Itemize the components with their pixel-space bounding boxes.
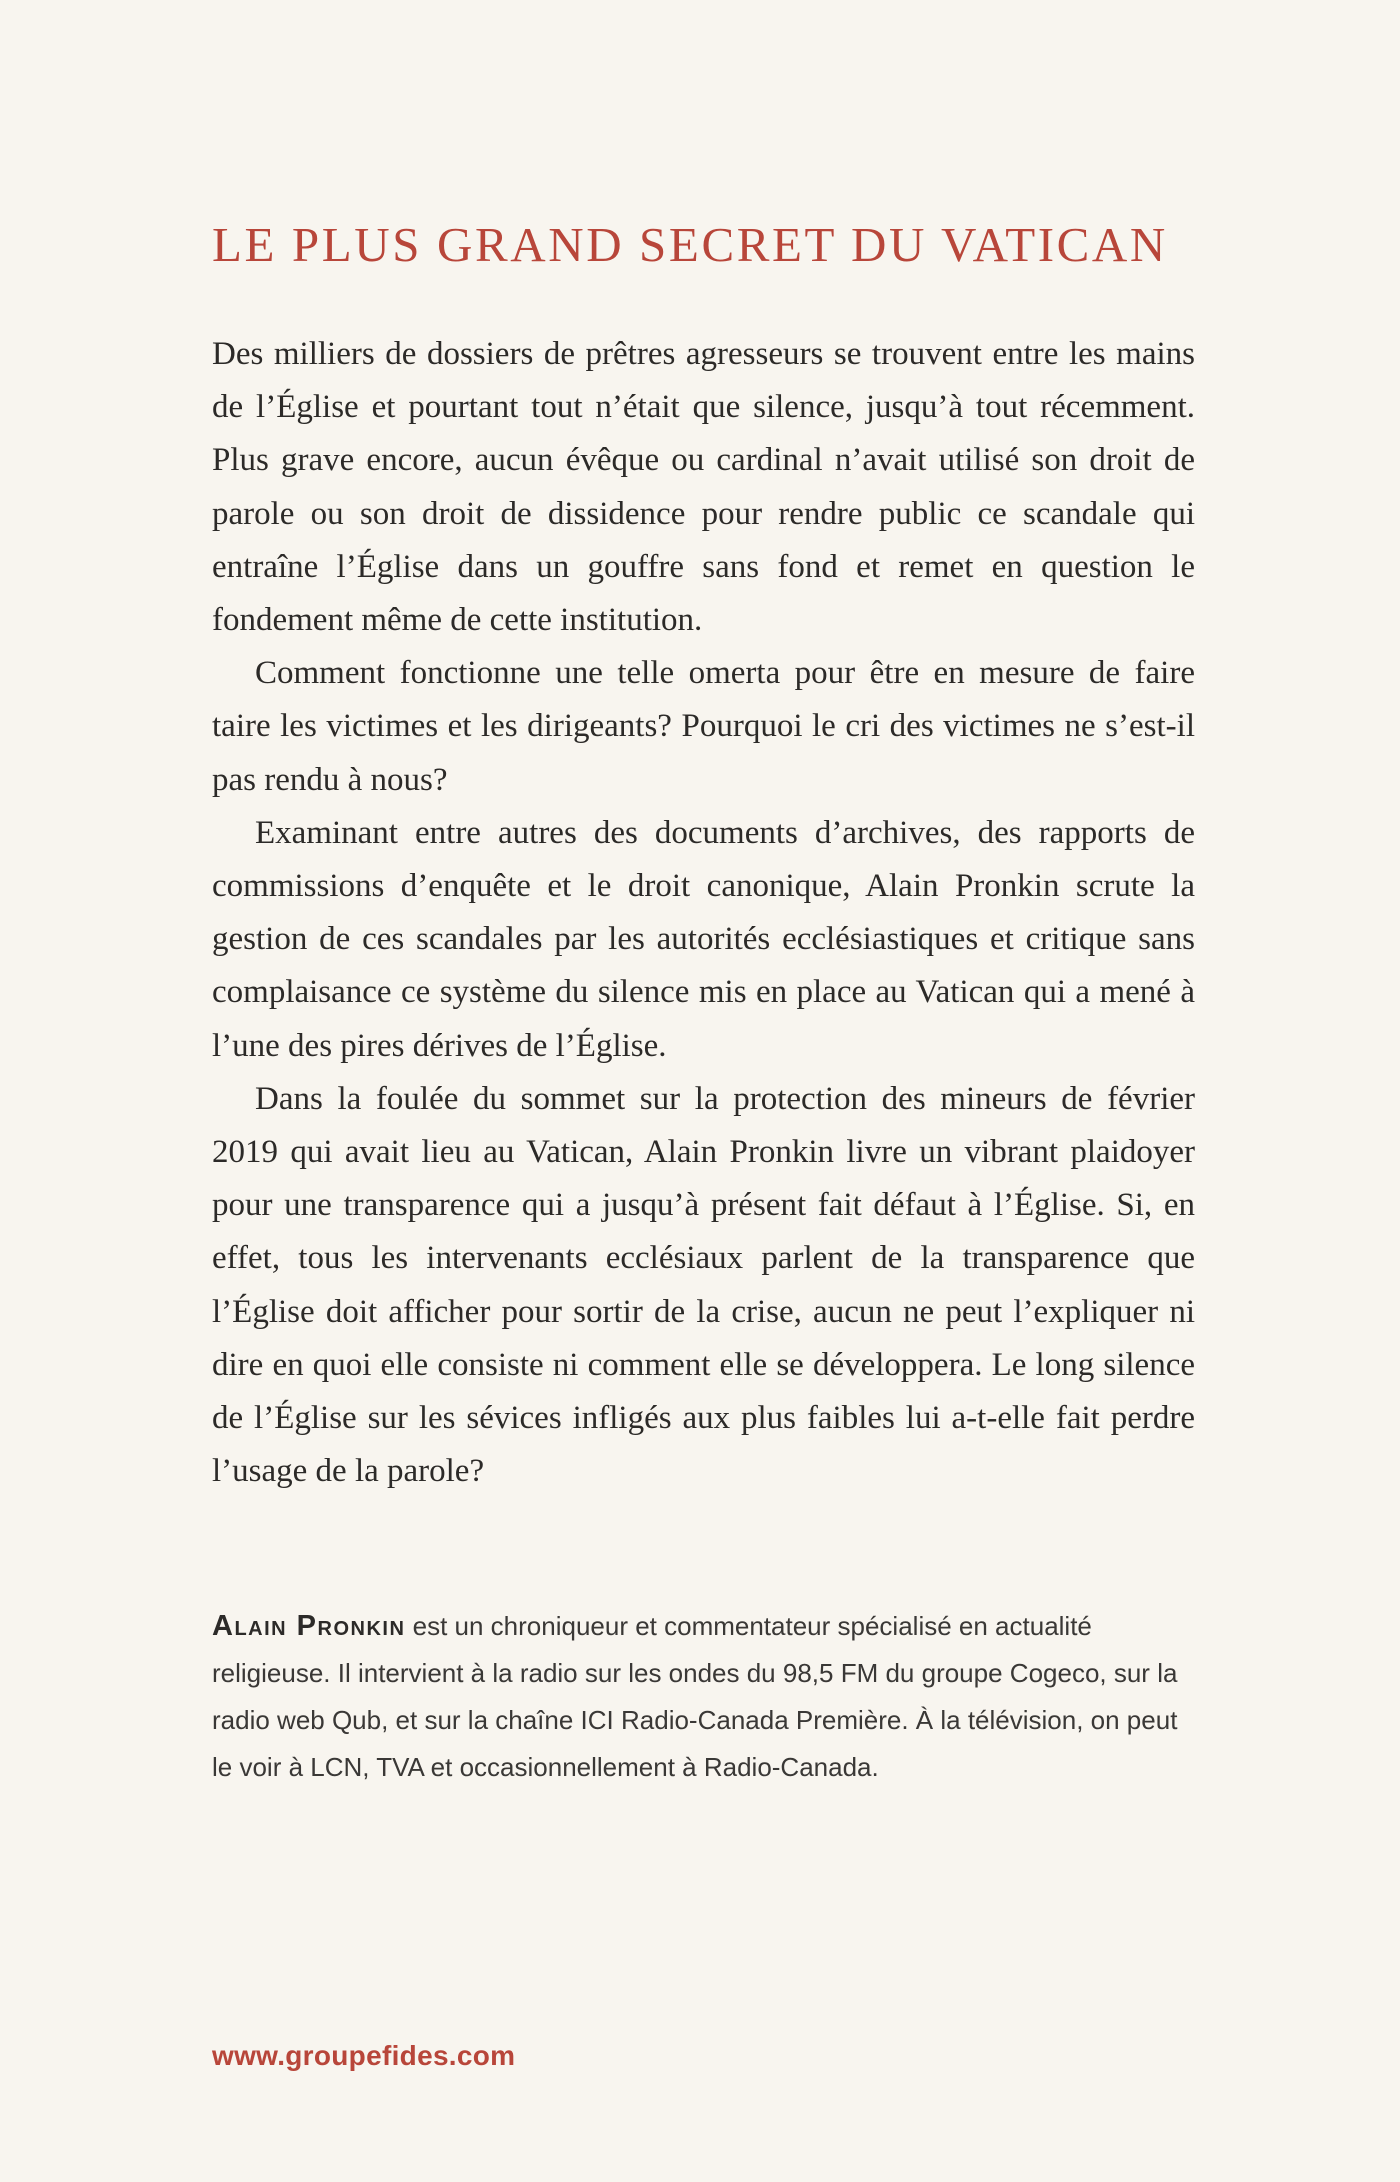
book-title: LE PLUS GRAND SECRET DU VATICAN bbox=[212, 217, 1168, 272]
author-name: Alain Pronkin bbox=[212, 1610, 406, 1642]
summary-paragraph: Examinant entre autres des documents d’archives, des rapports de commissions d’enquête et le droit canonique, Alain Pronkin scrute la gestion de ces scandales par les autorités ecclésiastiques et critique sans complaisance ce système du silence mis en place au Vatican qui a mené à l’une des pires dérives de l’Église. bbox=[212, 814, 1195, 1064]
summary-paragraph: Dans la foulée du sommet sur la protection des mineurs de février 2019 qui avait lieu au Vatican, Alain Pronkin livre un vibrant plaidoyer pour une transparence qui a jusqu’à présent fait défaut à l’Église. Si, en effet, tous les intervenants ecclésiaux parlent de la transparence que l’Église doit afficher pour sortir de la crise, aucun ne peut l’expliquer ni dire en quoi elle consiste ni comment elle se développera. Le long silence de l’Église sur les sévices infligés aux plus faibles lui a-t-elle fait perdre l’usage de la parole? bbox=[212, 1080, 1195, 1490]
summary-text bbox=[212, 328, 1195, 1498]
summary-paragraph: Comment fonctionne une telle omerta pour être en mesure de faire taire les victimes et les dirigeants? Pourquoi le cri des victimes ne s’est-il pas rendu à nous? bbox=[212, 655, 1195, 798]
publisher-website[interactable]: www.groupefides.com bbox=[212, 2040, 516, 2071]
summary-paragraph: Des milliers de dossiers de prêtres agresseurs se trouvent entre les mains de l’Église et pourtant tout n’était que silence, jusqu’à tout récemment. Plus grave encore, aucun évêque ou cardinal n’avait utilisé son droit de parole ou son droit de dissidence pour rendre public ce scandale qui entraîne l’Église dans un gouffre sans fond et remet en question le fondement même de cette institution. bbox=[212, 336, 1195, 639]
author-bio bbox=[212, 1603, 1197, 1791]
author-bio-text: est un chroniqueur et commentateur spécialisé en actualité religieuse. Il intervient à la radio sur les ondes du 98,5 FM du groupe Cogeco, sur la radio web Qub, et sur la chaîne ICI Radio-Canada Première. À la télévision, on peut le voir à LCN, TVA et occasionnellement à Radio-Canada. bbox=[212, 1611, 1178, 1782]
